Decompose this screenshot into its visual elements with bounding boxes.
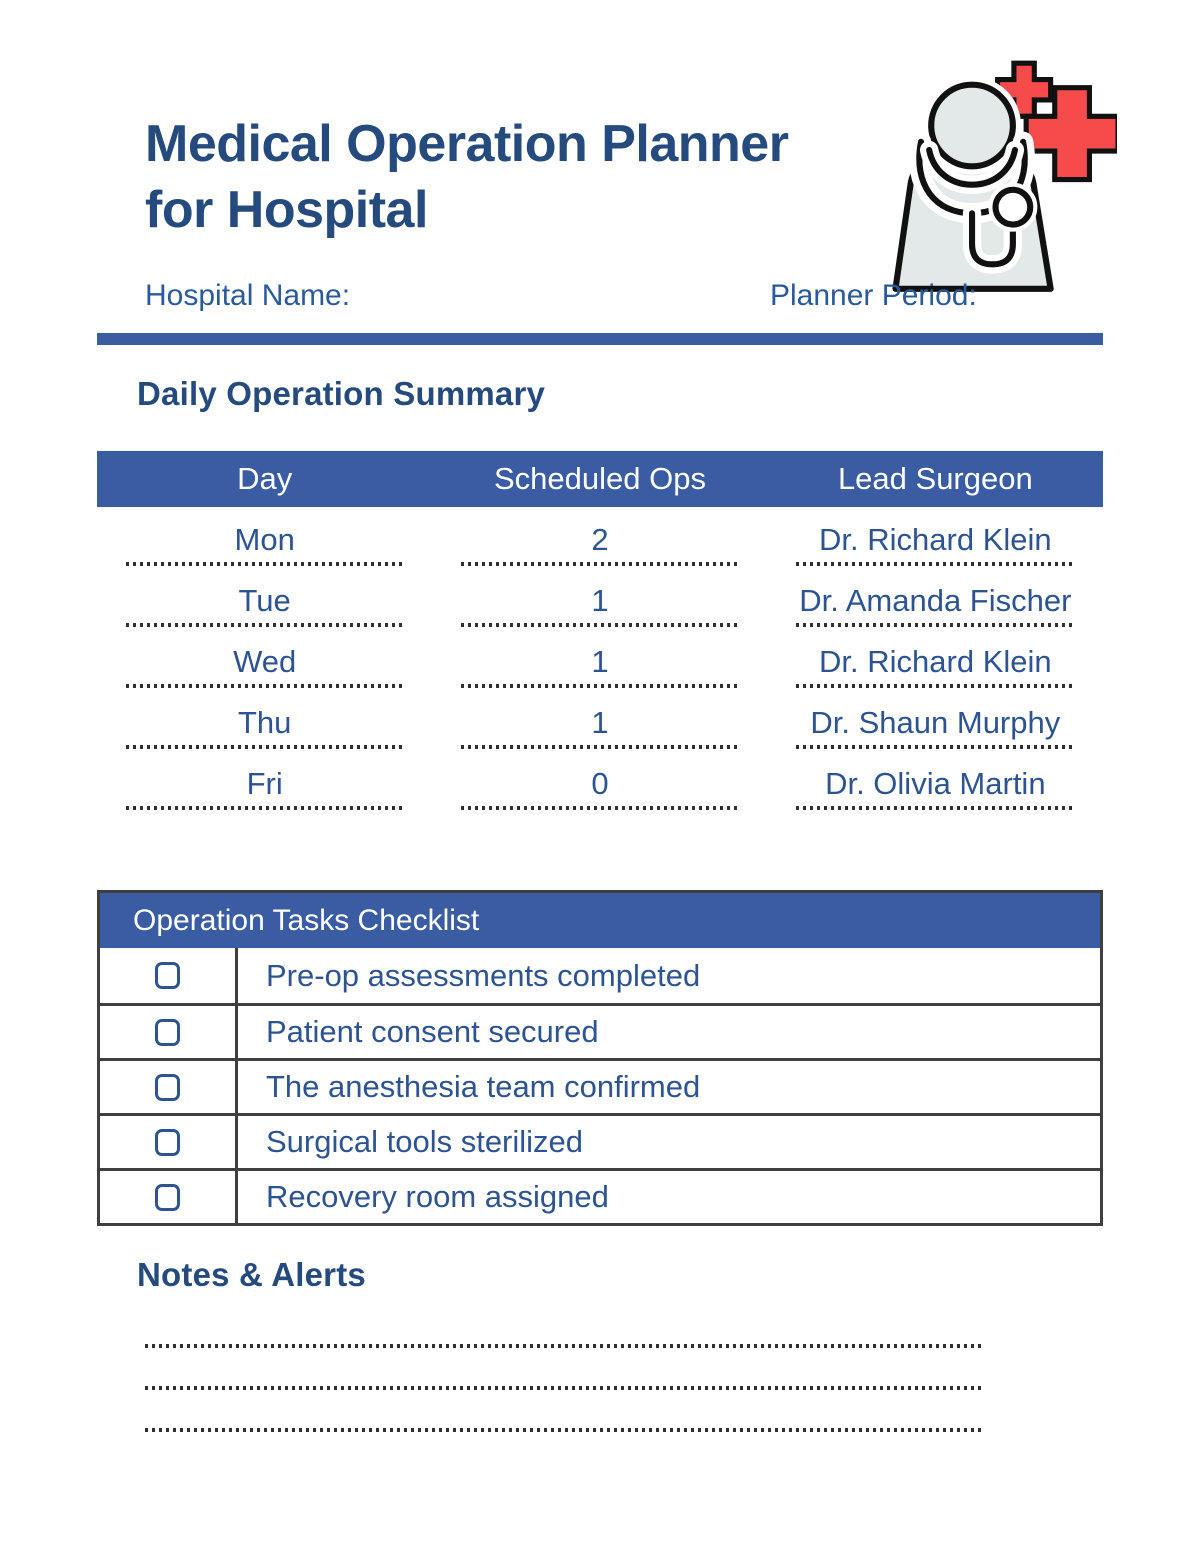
task-checkbox[interactable]: [155, 962, 180, 989]
fill-in-line: [126, 684, 404, 688]
header-divider: [97, 333, 1103, 345]
notes-area: [145, 1344, 1103, 1432]
doctor-stethoscope-svg: [872, 52, 1117, 297]
day-value: Wed: [233, 644, 297, 680]
notes-heading: Notes & Alerts: [137, 1256, 366, 1294]
day-cell: [97, 751, 432, 812]
ops-cell: [432, 568, 767, 629]
checkbox-cell: [100, 1171, 238, 1223]
surgeon-cell: [768, 568, 1103, 629]
notes-fill-in-line[interactable]: [145, 1386, 981, 1390]
fill-in-line: [796, 562, 1074, 566]
header-fields: [97, 279, 1103, 317]
checklist-row: [100, 1058, 1100, 1113]
task-checkbox[interactable]: [155, 1129, 180, 1156]
ops-cell: [432, 751, 767, 812]
page-title: Medical Operation Planner for Hospital: [145, 115, 789, 239]
task-label: Patient consent secured: [266, 1014, 599, 1050]
day-cell: [97, 690, 432, 751]
fill-in-line: [126, 745, 404, 749]
task-label: Recovery room assigned: [266, 1179, 609, 1215]
planner-page: [97, 0, 1103, 1432]
surgeon-cell: [768, 507, 1103, 568]
task-label: Surgical tools sterilized: [266, 1124, 584, 1160]
surgeon-value: Dr. Richard Klein: [819, 522, 1052, 558]
day-value: Mon: [234, 522, 295, 558]
table-row: [97, 568, 1103, 629]
task-label: Pre-op assessments completed: [266, 957, 701, 993]
surgeon-cell: [768, 751, 1103, 812]
fill-in-line: [126, 806, 404, 810]
checkbox-cell: [100, 1061, 238, 1113]
checklist-header: Operation Tasks Checklist: [100, 893, 1100, 948]
checkbox-cell: [100, 1006, 238, 1058]
day-cell: [97, 507, 432, 568]
ops-value: 1: [591, 583, 609, 619]
day-cell: [97, 629, 432, 690]
page-header: [97, 0, 1103, 243]
ops-value: 1: [591, 644, 609, 680]
surgeon-value: Dr. Shaun Murphy: [810, 705, 1061, 741]
task-checkbox[interactable]: [155, 1019, 180, 1046]
fill-in-line: [461, 562, 739, 566]
surgeon-value: Dr. Amanda Fischer: [799, 583, 1072, 619]
ops-cell: [432, 629, 767, 690]
fill-in-line: [796, 623, 1074, 627]
operation-tasks-checklist: [97, 890, 1103, 1226]
table-row: [97, 629, 1103, 690]
surgeon-value: Dr. Richard Klein: [819, 644, 1052, 680]
task-checkbox[interactable]: [155, 1074, 180, 1101]
daily-operation-summary-table: [97, 451, 1103, 812]
table-row: [97, 751, 1103, 812]
day-value: Fri: [246, 766, 283, 802]
fill-in-line: [796, 684, 1074, 688]
summary-table-header: [97, 451, 1103, 507]
fill-in-line: [126, 623, 404, 627]
task-label: The anesthesia team confirmed: [266, 1069, 701, 1105]
surgeon-cell: [768, 629, 1103, 690]
checklist-row: [100, 948, 1100, 1003]
fill-in-line: [461, 623, 739, 627]
fill-in-line: [796, 806, 1074, 810]
checkbox-cell: [100, 1116, 238, 1168]
fill-in-line: [461, 806, 739, 810]
ops-value: 1: [591, 705, 609, 741]
fill-in-line: [126, 562, 404, 566]
notes-fill-in-line[interactable]: [145, 1428, 981, 1432]
day-cell: [97, 568, 432, 629]
table-row: [97, 690, 1103, 751]
checklist-row: [100, 1168, 1100, 1223]
ops-cell: [432, 507, 767, 568]
summary-heading: Daily Operation Summary: [137, 375, 546, 413]
notes-fill-in-line[interactable]: [145, 1344, 981, 1348]
ops-value: 0: [591, 766, 609, 802]
hospital-name-label: Hospital Name:: [145, 279, 351, 313]
ops-value: 2: [591, 522, 609, 558]
surgeon-cell: [768, 690, 1103, 751]
planner-period-label: Planner Period:: [770, 279, 977, 313]
column-header-lead-surgeon: Lead Surgeon: [837, 461, 1033, 497]
doctor-stethoscope-icon: [872, 52, 1117, 297]
fill-in-line: [796, 745, 1074, 749]
ops-cell: [432, 690, 767, 751]
checkbox-cell: [100, 948, 238, 1003]
surgeon-value: Dr. Olivia Martin: [825, 766, 1046, 802]
fill-in-line: [461, 745, 739, 749]
column-header-day: Day: [237, 461, 293, 497]
table-row: [97, 507, 1103, 568]
column-header-scheduled-ops: Scheduled Ops: [494, 461, 706, 497]
checklist-row: [100, 1113, 1100, 1168]
day-value: Tue: [238, 583, 291, 619]
checklist-row: [100, 1003, 1100, 1058]
task-checkbox[interactable]: [155, 1184, 180, 1211]
day-value: Thu: [237, 705, 292, 741]
fill-in-line: [461, 684, 739, 688]
